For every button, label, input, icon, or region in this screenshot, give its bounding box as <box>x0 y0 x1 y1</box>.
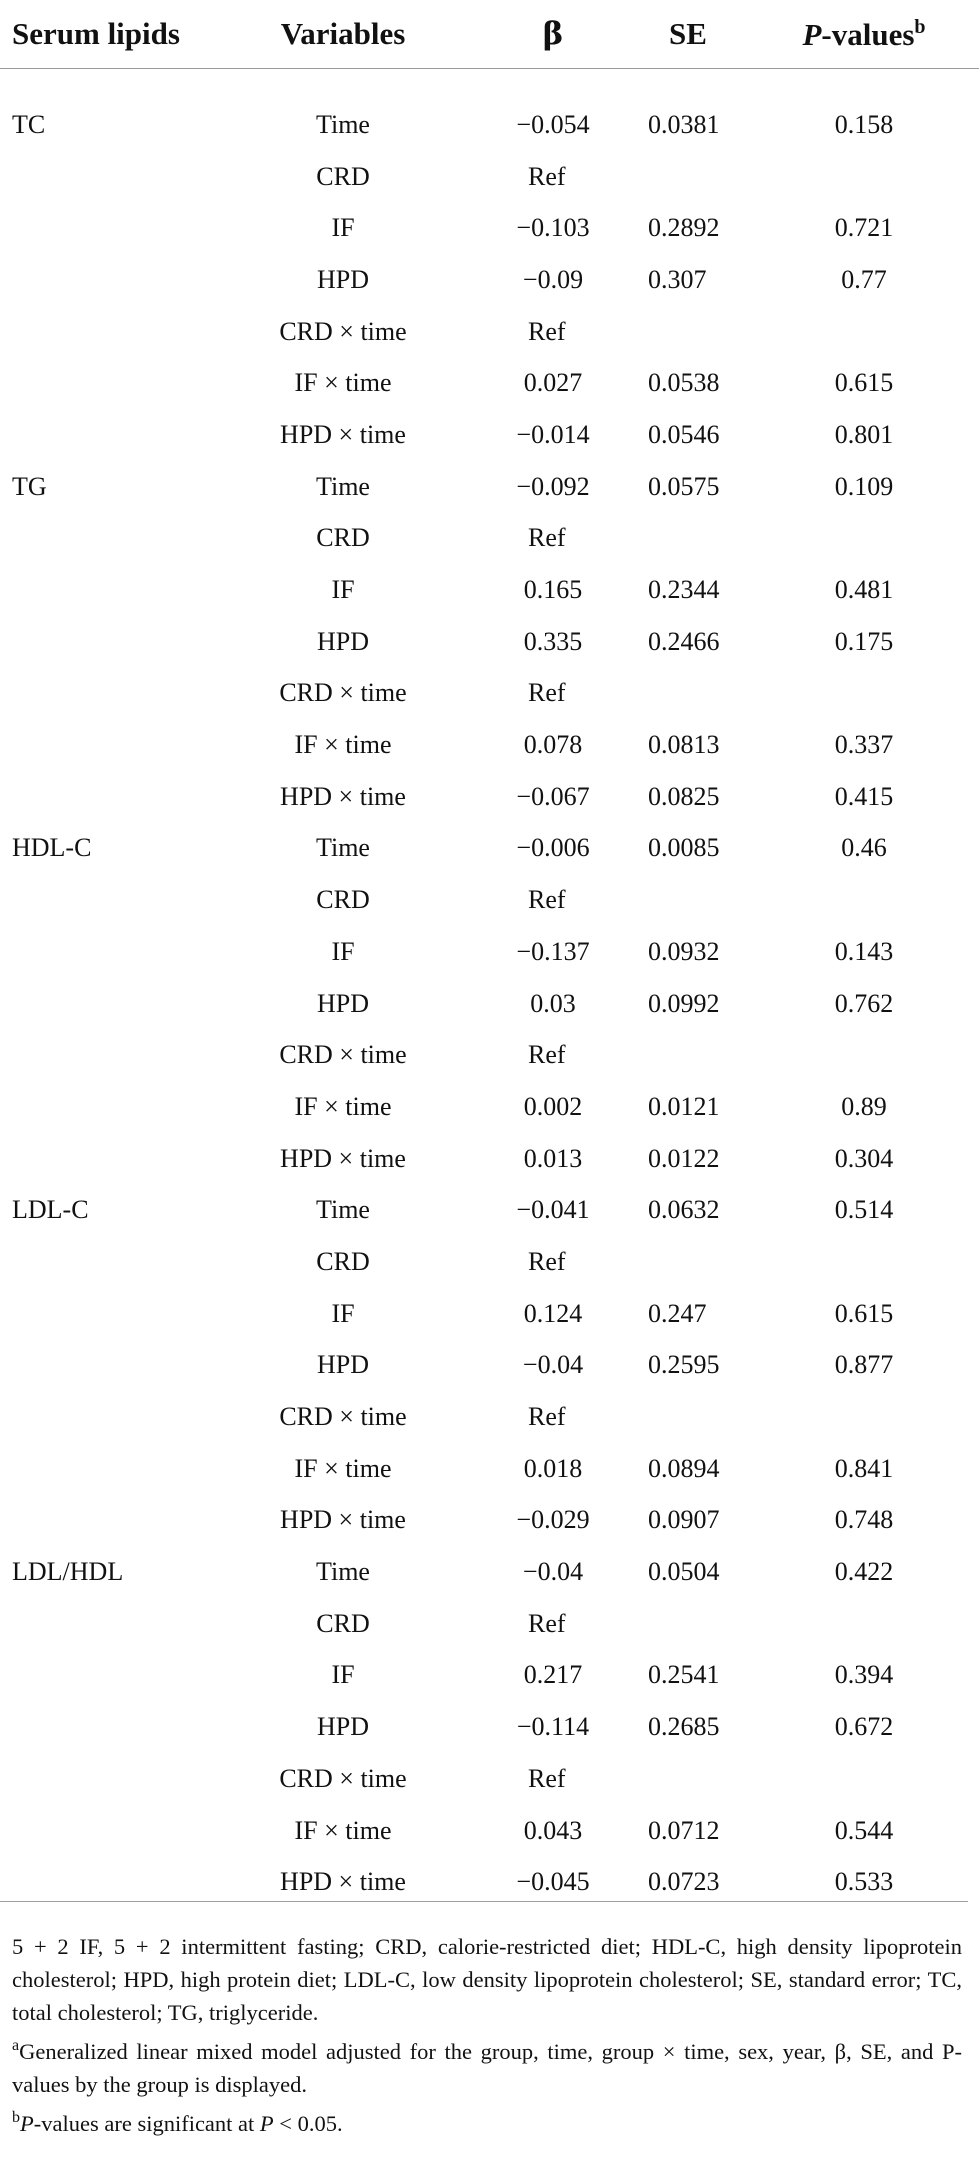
cell-p-value <box>748 874 979 926</box>
cell-beta: −0.045 <box>516 1867 590 1897</box>
table-row <box>0 1184 979 1236</box>
table-row <box>0 771 979 823</box>
abbreviations-note: 5 + 2 IF, 5 + 2 intermittent fasting; CRD, calorie-restricted diet; HDL-C, high density lipoprotein cholesterol; HPD, high protein diet; LDL-C, low density lipoprotein cholesterol; SE, standard error; TC, total cholesterol; TG, triglyceride. <box>12 1934 962 2025</box>
cell-group <box>0 357 208 409</box>
footnote-a-text: Generalized linear mixed model adjusted for the group, time, group × time, sex, year, β, SE, and P-values by the group is displayed. <box>12 2039 962 2097</box>
cell-group <box>0 1650 208 1702</box>
cell-beta: Ref <box>528 885 566 915</box>
cell-beta: 0.018 <box>523 1453 583 1483</box>
cell-beta: 0.002 <box>523 1091 583 1121</box>
header-p-rest: -values <box>821 16 915 52</box>
header-p-values <box>748 0 979 69</box>
cell-se: 0.0546 <box>648 419 720 449</box>
cell-se <box>628 1753 748 1805</box>
cell-p-value: 0.533 <box>834 1867 894 1897</box>
cell-beta: Ref <box>528 523 566 553</box>
table-row <box>0 1288 979 1340</box>
cell-se: 0.307 <box>648 264 707 294</box>
table-row <box>0 1598 979 1650</box>
table-row <box>0 1753 979 1805</box>
cell-group <box>0 1495 208 1547</box>
table-row <box>0 1495 979 1547</box>
cell-variable: HPD × time <box>280 1867 406 1897</box>
table-row <box>0 1081 979 1133</box>
cell-se: 0.0122 <box>648 1143 720 1173</box>
cell-se: 0.0907 <box>648 1505 720 1535</box>
cell-beta: Ref <box>528 316 566 346</box>
cell-p-value: 0.304 <box>834 1143 894 1173</box>
cell-variable: HPD × time <box>280 1143 406 1173</box>
table-row <box>0 151 979 203</box>
cell-se: 0.0825 <box>648 781 720 811</box>
cell-variable: CRD × time <box>279 1763 407 1793</box>
cell-variable: HPD <box>316 1350 369 1380</box>
cell-variable: CRD × time <box>279 1040 407 1070</box>
table-row <box>0 202 979 254</box>
cell-p-value <box>748 151 979 203</box>
cell-p-value: 0.544 <box>834 1815 894 1845</box>
cell-beta: 0.027 <box>523 368 583 398</box>
cell-group: TG <box>12 471 47 501</box>
cell-se: 0.2541 <box>648 1660 720 1690</box>
header-se: SE <box>669 16 707 51</box>
cell-se <box>628 1598 748 1650</box>
cell-beta: 0.013 <box>523 1143 583 1173</box>
table-row <box>0 719 979 771</box>
cell-p-value: 0.158 <box>834 109 894 139</box>
cell-p-value: 0.77 <box>841 264 887 294</box>
cell-variable: IF <box>331 575 355 605</box>
cell-se: 0.0085 <box>648 833 720 863</box>
cell-p-value <box>748 1598 979 1650</box>
cell-variable: IF <box>331 1660 355 1690</box>
cell-se: 0.2595 <box>648 1350 720 1380</box>
cell-group: TC <box>12 109 46 139</box>
cell-group <box>0 1081 208 1133</box>
cell-beta: −0.029 <box>516 1505 590 1535</box>
table-body <box>0 69 979 1909</box>
cell-variable: HPD <box>316 626 369 656</box>
cell-p-value: 0.394 <box>834 1660 894 1690</box>
cell-group <box>0 1753 208 1805</box>
cell-p-value <box>748 668 979 720</box>
cell-beta: 0.043 <box>523 1815 583 1845</box>
table-row <box>0 1443 979 1495</box>
cell-variable: CRD × time <box>279 678 407 708</box>
cell-se <box>628 1236 748 1288</box>
cell-variable: IF × time <box>294 1815 392 1845</box>
cell-beta: −0.137 <box>516 936 590 966</box>
cell-variable: Time <box>316 471 370 501</box>
cell-variable: HPD × time <box>280 1505 406 1535</box>
cell-p-value: 0.801 <box>834 419 894 449</box>
cell-se: 0.0723 <box>648 1867 720 1897</box>
cell-se: 0.247 <box>648 1298 707 1328</box>
cell-group <box>0 1443 208 1495</box>
table-bottom-rule <box>0 1901 968 1902</box>
cell-group <box>0 306 208 358</box>
header-serum-lipids: Serum lipids <box>12 16 180 51</box>
header-p-italic: P <box>802 16 822 52</box>
table-row <box>0 1546 979 1598</box>
cell-group <box>0 1029 208 1081</box>
table-row <box>0 513 979 565</box>
cell-group <box>0 1701 208 1753</box>
cell-se: 0.0121 <box>648 1091 720 1121</box>
header-variables: Variables <box>280 16 406 51</box>
footnote-b-p2-italic: P <box>259 2111 274 2136</box>
cell-group <box>0 202 208 254</box>
table-row <box>0 1133 979 1185</box>
table-header-row <box>0 0 979 69</box>
cell-beta: −0.114 <box>516 1712 590 1742</box>
cell-p-value: 0.762 <box>834 988 894 1018</box>
cell-beta: 0.335 <box>523 626 583 656</box>
cell-variable: HPD <box>316 264 369 294</box>
cell-se: 0.2685 <box>648 1712 720 1742</box>
table-row <box>0 823 979 875</box>
cell-se <box>628 874 748 926</box>
cell-se: 0.0381 <box>648 109 720 139</box>
cell-beta: Ref <box>528 1763 566 1793</box>
cell-group <box>0 409 208 461</box>
cell-variable: HPD <box>316 1712 369 1742</box>
cell-beta: Ref <box>528 161 566 191</box>
cell-se: 0.2344 <box>648 575 720 605</box>
cell-variable: HPD × time <box>280 781 406 811</box>
table-row <box>0 409 979 461</box>
cell-beta: 0.165 <box>523 575 583 605</box>
cell-p-value: 0.422 <box>834 1557 894 1587</box>
footnote-a-marker: a <box>12 2037 20 2054</box>
cell-group <box>0 1236 208 1288</box>
cell-se: 0.0932 <box>648 936 720 966</box>
cell-p-value <box>748 1236 979 1288</box>
cell-variable: CRD <box>316 161 370 191</box>
cell-group <box>0 564 208 616</box>
cell-p-value: 0.109 <box>834 471 894 501</box>
cell-group <box>0 1133 208 1185</box>
cell-variable: CRD <box>316 523 370 553</box>
cell-variable: Time <box>316 833 370 863</box>
cell-p-value: 0.672 <box>834 1712 894 1742</box>
cell-beta: −0.092 <box>516 471 590 501</box>
table-row <box>0 874 979 926</box>
cell-p-value: 0.481 <box>834 575 894 605</box>
cell-group <box>0 1805 208 1857</box>
footnote-b-end: < 0.05. <box>273 2111 343 2136</box>
cell-se: 0.0575 <box>648 471 720 501</box>
cell-se <box>628 513 748 565</box>
table-row <box>0 461 979 513</box>
table-row <box>0 564 979 616</box>
header-p-footnote-marker: b <box>914 15 926 38</box>
cell-se: 0.0538 <box>648 368 720 398</box>
footnote-a <box>12 2029 962 2101</box>
cell-group <box>0 151 208 203</box>
cell-se: 0.0632 <box>648 1195 720 1225</box>
table-row <box>0 69 979 151</box>
cell-beta: Ref <box>528 678 566 708</box>
cell-p-value: 0.46 <box>841 833 887 863</box>
cell-beta: 0.03 <box>530 988 576 1018</box>
cell-se: 0.0992 <box>648 988 720 1018</box>
cell-p-value: 0.841 <box>834 1453 894 1483</box>
table-row <box>0 668 979 720</box>
table-row <box>0 1650 979 1702</box>
cell-p-value <box>748 1391 979 1443</box>
cell-variable: IF × time <box>294 1091 392 1121</box>
table-row <box>0 1805 979 1857</box>
cell-variable: IF <box>331 1298 355 1328</box>
cell-group <box>0 668 208 720</box>
cell-beta: 0.124 <box>523 1298 583 1328</box>
table-row <box>0 926 979 978</box>
cell-se: 0.0894 <box>648 1453 720 1483</box>
table-row <box>0 1340 979 1392</box>
table-row <box>0 1236 979 1288</box>
cell-variable: CRD <box>316 1608 370 1638</box>
cell-se: 0.2466 <box>648 626 720 656</box>
cell-se <box>628 1391 748 1443</box>
cell-group <box>0 926 208 978</box>
cell-variable: CRD <box>316 1246 370 1276</box>
cell-p-value: 0.877 <box>834 1350 894 1380</box>
table-row <box>0 357 979 409</box>
cell-group <box>0 719 208 771</box>
cell-variable: HPD <box>316 988 369 1018</box>
cell-se <box>628 668 748 720</box>
cell-se: 0.2892 <box>648 213 720 243</box>
cell-se: 0.0504 <box>648 1557 720 1587</box>
cell-group <box>0 254 208 306</box>
cell-se <box>628 151 748 203</box>
cell-beta: −0.04 <box>522 1350 584 1380</box>
cell-variable: HPD × time <box>280 419 406 449</box>
cell-p-value: 0.615 <box>834 1298 894 1328</box>
footnote-b-p-italic: P <box>20 2111 34 2136</box>
cell-variable: Time <box>316 1557 370 1587</box>
cell-group <box>0 771 208 823</box>
cell-beta: 0.078 <box>523 730 583 760</box>
cell-beta: −0.014 <box>516 419 590 449</box>
cell-p-value: 0.175 <box>834 626 894 656</box>
footnote-b-mid: -values are significant at <box>33 2111 260 2136</box>
cell-beta: −0.09 <box>522 264 584 294</box>
cell-beta: Ref <box>528 1246 566 1276</box>
cell-se: 0.0813 <box>648 730 720 760</box>
cell-variable: IF <box>331 213 355 243</box>
cell-beta: −0.054 <box>516 109 590 139</box>
cell-se <box>628 306 748 358</box>
cell-p-value <box>748 1753 979 1805</box>
cell-group <box>0 1340 208 1392</box>
cell-beta: Ref <box>528 1402 566 1432</box>
footnote-b <box>12 2101 962 2140</box>
cell-beta: −0.006 <box>516 833 590 863</box>
cell-p-value: 0.615 <box>834 368 894 398</box>
cell-group <box>0 616 208 668</box>
cell-group <box>0 1598 208 1650</box>
cell-p-value <box>748 1029 979 1081</box>
cell-group: LDL-C <box>12 1195 89 1225</box>
cell-variable: Time <box>316 1195 370 1225</box>
table-footer <box>12 1930 962 2140</box>
cell-p-value: 0.721 <box>834 213 894 243</box>
cell-p-value: 0.143 <box>834 936 894 966</box>
cell-group: LDL/HDL <box>12 1557 124 1587</box>
cell-group: HDL-C <box>12 833 92 863</box>
cell-beta: −0.103 <box>516 213 590 243</box>
cell-se <box>628 1029 748 1081</box>
footnote-b-marker: b <box>12 2109 20 2126</box>
table-row <box>0 978 979 1030</box>
cell-p-value <box>748 513 979 565</box>
table-row <box>0 1029 979 1081</box>
table-row <box>0 306 979 358</box>
cell-p-value: 0.337 <box>834 730 894 760</box>
cell-group <box>0 1288 208 1340</box>
cell-variable: IF × time <box>294 368 392 398</box>
cell-group <box>0 978 208 1030</box>
cell-beta: 0.217 <box>523 1660 583 1690</box>
cell-se: 0.0712 <box>648 1815 720 1845</box>
table-row <box>0 1391 979 1443</box>
cell-variable: IF <box>331 936 355 966</box>
cell-p-value: 0.89 <box>841 1091 887 1121</box>
cell-beta: −0.041 <box>516 1195 590 1225</box>
cell-p-value: 0.415 <box>834 781 894 811</box>
cell-variable: IF × time <box>294 730 392 760</box>
cell-variable: Time <box>316 109 370 139</box>
cell-variable: CRD × time <box>279 316 407 346</box>
table-row <box>0 254 979 306</box>
cell-beta: Ref <box>528 1040 566 1070</box>
cell-group <box>0 1391 208 1443</box>
cell-p-value: 0.514 <box>834 1195 894 1225</box>
cell-beta: −0.067 <box>516 781 590 811</box>
cell-p-value <box>748 306 979 358</box>
cell-group <box>0 874 208 926</box>
cell-variable: CRD <box>316 885 370 915</box>
table-row <box>0 616 979 668</box>
header-beta: β <box>542 16 564 52</box>
cell-beta: −0.04 <box>522 1557 584 1587</box>
cell-variable: CRD × time <box>279 1402 407 1432</box>
cell-p-value: 0.748 <box>834 1505 894 1535</box>
cell-beta: Ref <box>528 1608 566 1638</box>
cell-group <box>0 513 208 565</box>
table-row <box>0 1701 979 1753</box>
cell-variable: IF × time <box>294 1453 392 1483</box>
